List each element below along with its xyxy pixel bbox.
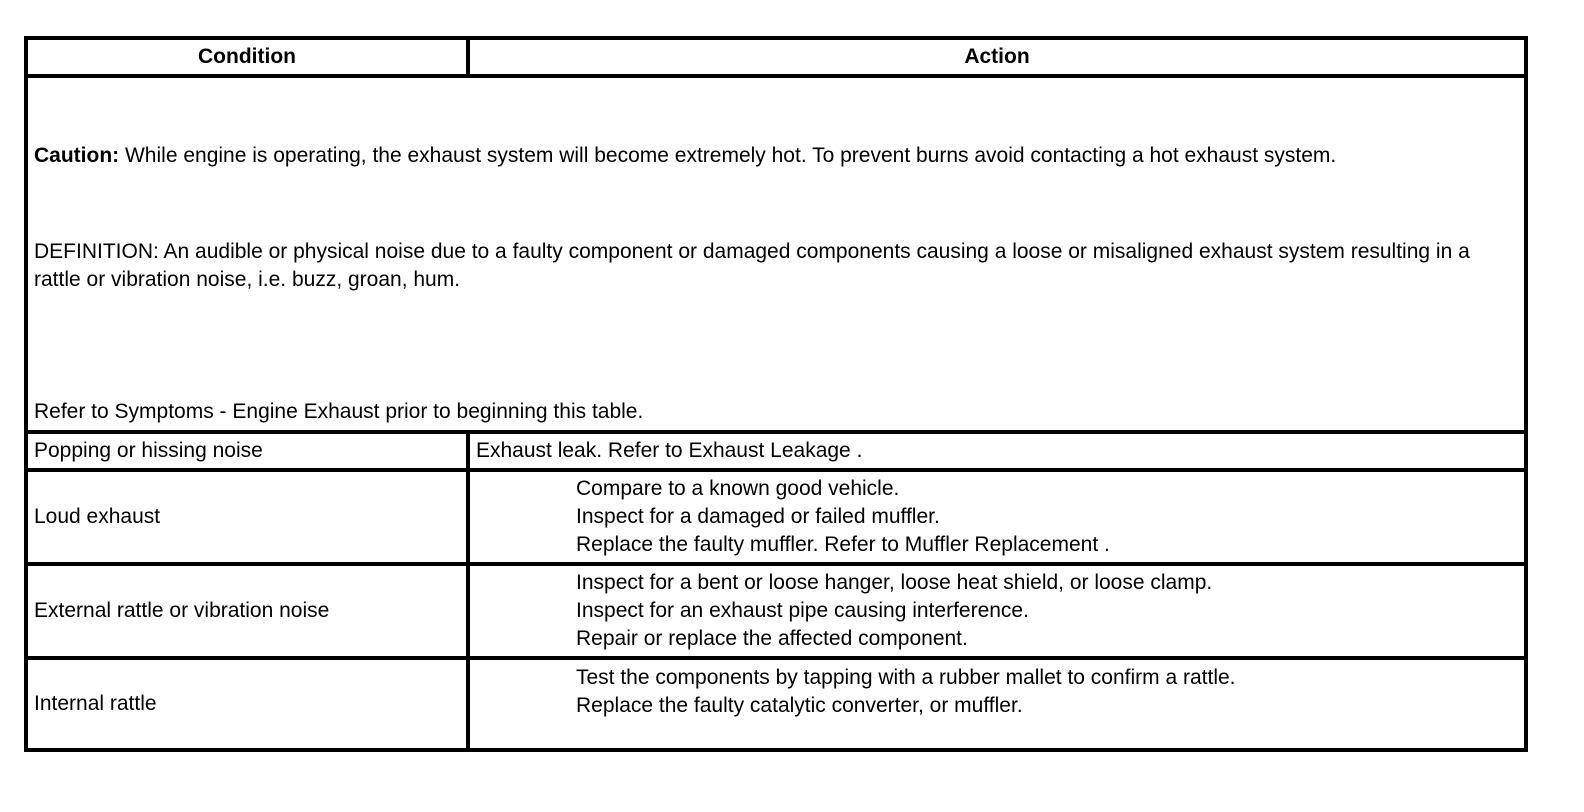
condition-cell: External rattle or vibration noise bbox=[26, 564, 468, 658]
definition-note: DEFINITION: An audible or physical noise due to a faulty component or damaged components causing a loose or misaligned exhaust system resulting in a rattle or vibration noise, i.e. buzz, groan, hum. bbox=[34, 240, 1470, 291]
action-steps bbox=[476, 475, 1518, 559]
action-step: Repair or replace the affected component. bbox=[576, 627, 968, 650]
action-step: Inspect for a bent or loose hanger, loose heat shield, or loose clamp. bbox=[576, 571, 1213, 594]
action-step: Replace the faulty muffler. Refer to Muffler Replacement . bbox=[576, 533, 1110, 556]
caution-note bbox=[34, 142, 1510, 170]
refer-note: Refer to Symptoms - Engine Exhaust prior to beginning this table. bbox=[34, 400, 644, 423]
table-row bbox=[26, 564, 1526, 658]
action-cell bbox=[468, 564, 1526, 658]
table-row bbox=[26, 470, 1526, 564]
action-steps bbox=[476, 569, 1518, 653]
notes-row bbox=[26, 76, 1526, 432]
column-header-condition: Condition bbox=[26, 38, 468, 76]
header-row bbox=[26, 38, 1526, 76]
action-cell bbox=[468, 658, 1526, 750]
action-step: Replace the faulty catalytic converter, or muffler. bbox=[576, 694, 1023, 717]
condition-cell: Popping or hissing noise bbox=[26, 432, 468, 470]
table-row bbox=[26, 432, 1526, 470]
caution-label: Caution: bbox=[34, 144, 120, 167]
notes-cell bbox=[26, 76, 1526, 432]
action-cell: Exhaust leak. Refer to Exhaust Leakage . bbox=[468, 432, 1526, 470]
caution-text: While engine is operating, the exhaust system will become extremely hot. To prevent burns avoid contacting a hot exhaust system. bbox=[119, 144, 1337, 167]
action-step: Inspect for a damaged or failed muffler. bbox=[576, 505, 940, 528]
condition-cell: Internal rattle bbox=[26, 658, 468, 750]
action-step: Compare to a known good vehicle. bbox=[576, 477, 900, 500]
action-step: Test the components by tapping with a rubber mallet to confirm a rattle. bbox=[576, 666, 1236, 689]
action-cell bbox=[468, 470, 1526, 564]
table-row bbox=[26, 658, 1526, 750]
action-steps bbox=[476, 664, 1518, 720]
diagnostic-table bbox=[24, 36, 1528, 752]
column-header-action: Action bbox=[468, 38, 1526, 76]
action-step: Inspect for an exhaust pipe causing interference. bbox=[576, 599, 1029, 622]
condition-cell: Loud exhaust bbox=[26, 470, 468, 564]
